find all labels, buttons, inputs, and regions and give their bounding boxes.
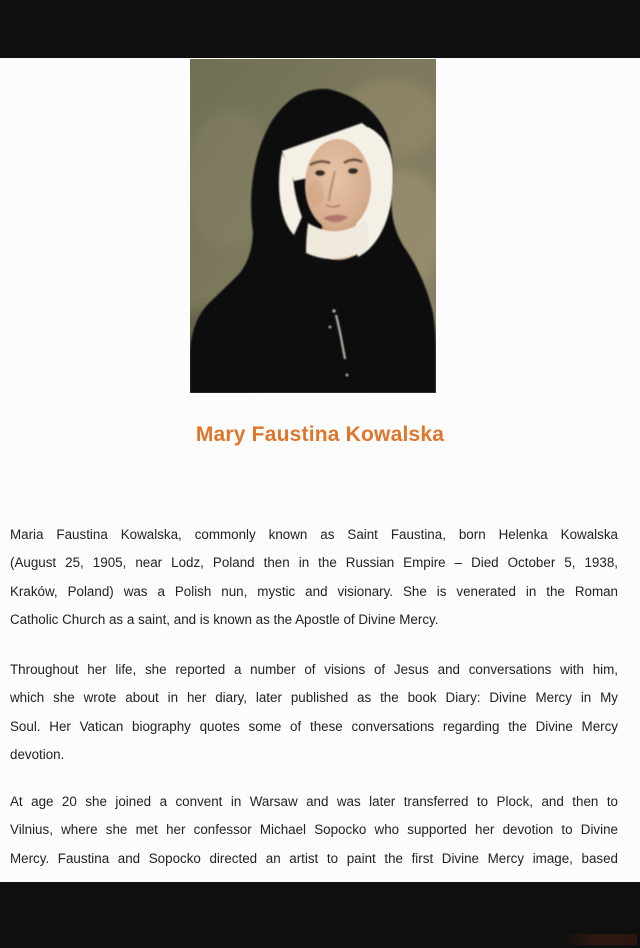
portrait-image: [190, 59, 436, 393]
text-line: Throughout her life, she reported a number of visions of Jesus and conversations with him,: [10, 662, 618, 677]
portrait-illustration: [190, 59, 436, 393]
paragraph-1: [10, 521, 618, 635]
text-line: At age 20 she joined a convent in Warsaw and was later transferred to Plock, and then to: [10, 794, 618, 809]
right-eye: [348, 168, 358, 174]
text-line: devotion.: [10, 747, 65, 763]
text-line: Catholic Church as a saint, and is known as the Apostle of Divine Mercy.: [10, 612, 439, 628]
watermark-smudge: [563, 934, 637, 945]
text-line: Soul. Her Vatican biography quotes some of these conversations regarding the Divine Mercy: [10, 718, 618, 734]
text-line: (August 25, 1905, near Lodz, Poland then in the Russian Empire – Died October 5, 1938,: [10, 555, 618, 571]
left-eye: [315, 170, 325, 176]
text-line: Mercy. Faustina and Sopocko directed an artist to paint the first Divine Mercy image, based: [10, 850, 618, 866]
paragraph-2: [10, 656, 618, 770]
top-letterbox-bar: [0, 0, 640, 58]
text-line: which she wrote about in her diary, later published as the book Diary: Divine Mercy in My: [10, 690, 618, 706]
text-line: Maria Faustina Kowalska, commonly known as Saint Faustina, born Helenka Kowalska: [10, 527, 618, 542]
page-title: Mary Faustina Kowalska: [195, 423, 445, 446]
text-line: Vilnius, where she met her confessor Michael Sopocko who supported her devotion to Divine: [10, 822, 618, 838]
cheek-shading: [308, 180, 324, 206]
paragraph-3: [10, 788, 618, 873]
text-line: Kraków, Poland) was a Polish nun, mystic and visionary. She is venerated in the Roman: [10, 583, 618, 599]
bottom-letterbox-bar: [0, 882, 640, 948]
